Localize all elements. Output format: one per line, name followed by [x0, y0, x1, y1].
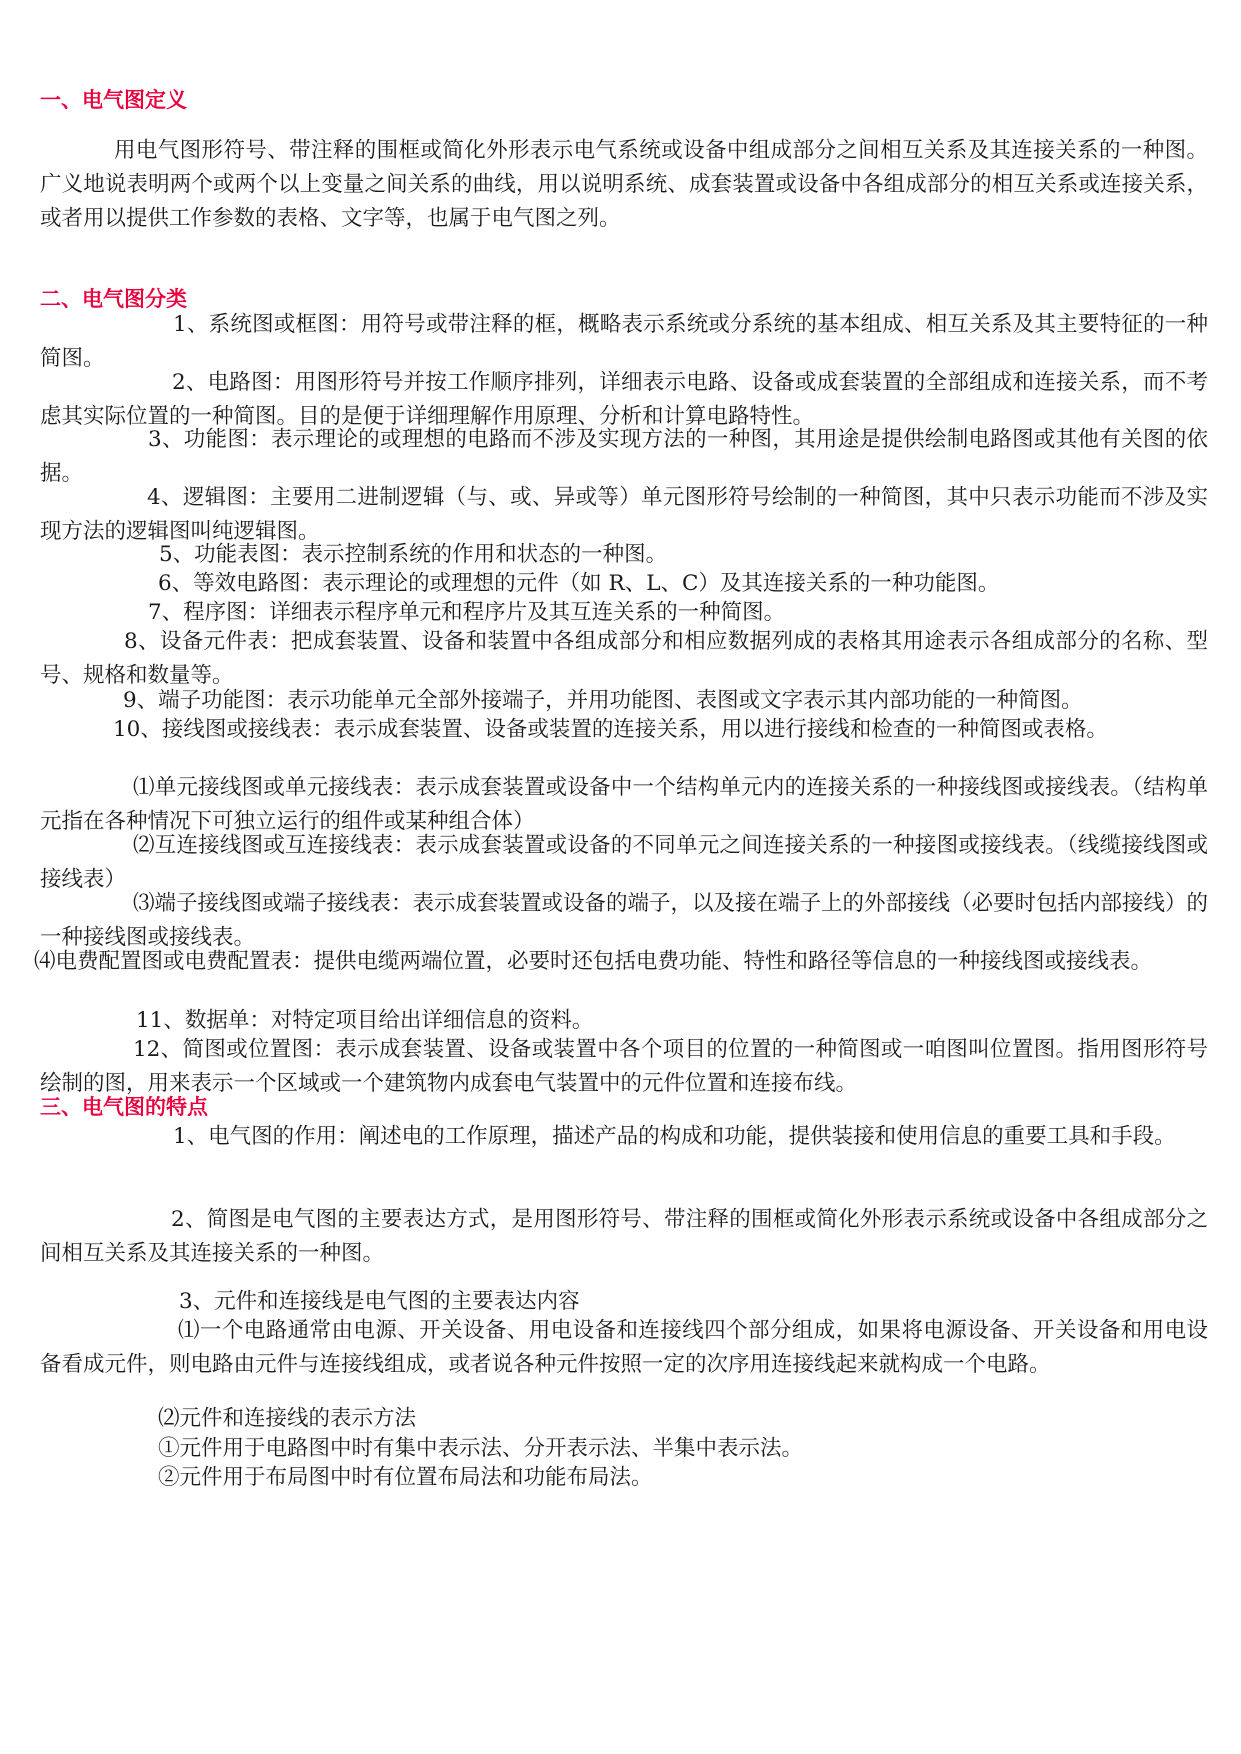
section-heading-definition: 一、电气图定义 — [40, 88, 187, 112]
classification-item-5: 5、功能表图：表示控制系统的作用和状态的一种图。 — [159, 542, 668, 567]
feature-item-1: 1、电气图的作用：阐述电的工作原理，描述产品的构成和功能，提供装接和使用信息的重要工具和手段。 — [173, 1124, 1176, 1149]
feature-subitem-2-b: ②元件用于布局图中时有位置布局法和功能布局法。 — [158, 1465, 653, 1490]
classification-subitem-3: ⑶端子接线图或端子接线表：表示成套装置或设备的端子，以及接在端子上的外部接线（必要时包括内部接线）的一种接线图或接线表。 — [40, 891, 1209, 950]
feature-item-2: 2、简图是电气图的主要表达方式，是用图形符号、带注释的围框或简化外形表示系统或设备中各组成部分之间相互关系及其连接关系的一种图。 — [40, 1207, 1208, 1266]
classification-item-1: 1、系统图或框图：用符号或带注释的框，概略表示系统或分系统的基本组成、相互关系及其主要特征的一种简图。 — [40, 312, 1208, 371]
feature-subitem-2-a: ①元件用于电路图中时有集中表示法、分开表示法、半集中表示法。 — [158, 1436, 804, 1461]
feature-subitem-2: ⑵元件和连接线的表示方法 — [158, 1406, 417, 1431]
classification-item-6: 6、等效电路图：表示理论的或理想的元件（如 R、L、C）及其连接关系的一种功能图。 — [158, 571, 1000, 596]
section-heading-features: 三、电气图的特点 — [40, 1095, 208, 1119]
classification-subitem-1: ⑴单元接线图或单元接线表：表示成套装置或设备中一个结构单元内的连接关系的一种接线图或接线表。（结构单元指在各种情况下可独立运行的组件或某种组合体） — [40, 775, 1208, 834]
classification-item-10: 10、接线图或接线表：表示成套装置、设备或装置的连接关系，用以进行接线和检查的一种简图或表格。 — [113, 717, 1108, 742]
paragraph-definition: 用电气图形符号、带注释的围框或简化外形表示电气系统或设备中组成部分之间相互关系及其连接关系的一种图。广义地说表明两个或两个以上变量之间关系的曲线，用以说明系统、成套装置或设备中各组成部分的相互关系或连接关系，或者用以提供工作参数的表格、文字等，也属于电气图之列。 — [40, 138, 1208, 231]
classification-subitem-2: ⑵互连接线图或互连接线表：表示成套装置或设备的不同单元之间连接关系的一种接图或接线表。（线缆接线图或接线表） — [40, 833, 1208, 892]
feature-subitem-1: ⑴一个电路通常由电源、开关设备、用电设备和连接线四个部分组成，如果将电源设备、开关设备和用电设备看成元件，则电路由元件与连接线组成，或者说各种元件按照一定的次序用连接线起来就构成一个电路。 — [40, 1318, 1208, 1377]
classification-item-4: 4、逻辑图：主要用二进制逻辑（与、或、异或等）单元图形符号绘制的一种简图，其中只表示功能而不涉及实现方法的逻辑图叫纯逻辑图。 — [40, 485, 1208, 544]
classification-subitem-4: ⑷电费配置图或电费配置表：提供电缆两端位置，必要时还包括电费功能、特性和路径等信息的一种接线图或接线表。 — [34, 949, 1153, 974]
classification-item-2: 2、电路图：用图形符号并按工作顺序排列，详细表示电路、设备或成套装置的全部组成和连接关系，而不考虑其实际位置的一种简图。目的是便于详细理解作用原理、分析和计算电路特性。 — [40, 370, 1208, 429]
classification-item-9: 9、端子功能图：表示功能单元全部外接端子，并用功能图、表图或文字表示其内部功能的一种简图。 — [123, 688, 1083, 713]
classification-item-7: 7、程序图：详细表示程序单元和程序片及其互连关系的一种简图。 — [148, 600, 786, 625]
classification-item-12: 12、简图或位置图：表示成套装置、设备或装置中各个项目的位置的一种简图或一咱图叫位置图。指用图形符号绘制的图，用来表示一个区域或一个建筑物内成套电气装置中的元件位置和连接布线。 — [40, 1037, 1208, 1096]
classification-item-8: 8、设备元件表：把成套装置、设备和装置中各组成部分和相应数据列成的表格其用途表示各组成部分的名称、型号、规格和数量等。 — [40, 629, 1208, 688]
feature-item-3: 3、元件和连接线是电气图的主要表达内容 — [179, 1289, 580, 1314]
classification-item-11: 11、数据单：对特定项目给出详细信息的资料。 — [136, 1008, 594, 1033]
section-heading-classification: 二、电气图分类 — [40, 287, 187, 311]
classification-item-3: 3、功能图：表示理论的或理想的电路而不涉及实现方法的一种图，其用途是提供绘制电路图或其他有关图的依据。 — [40, 427, 1208, 486]
